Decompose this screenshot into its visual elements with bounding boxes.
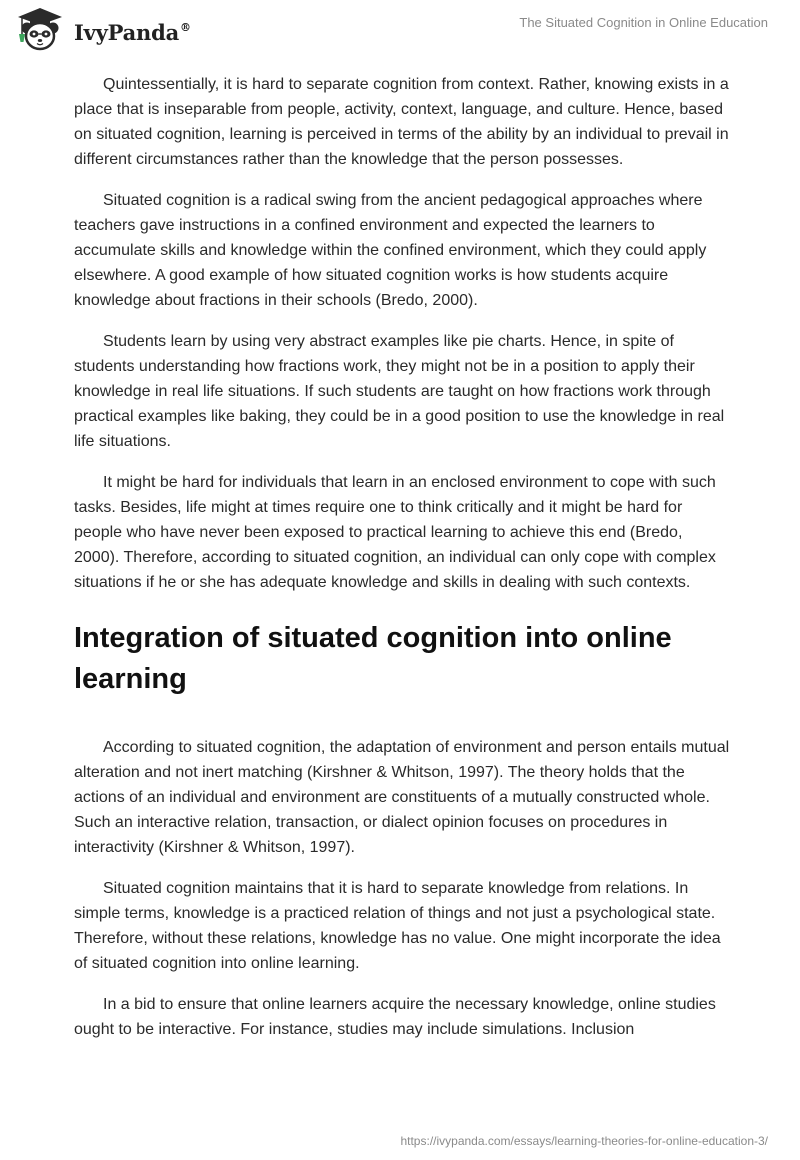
paragraph: According to situated cognition, the adaptation of environment and person entails mutual alteration and not inert matching (Kirshner & Whitson, 1997). The theory holds that the actions of an individual and environment are constituents of a mutually constructed whole. Such an interactive relation, transaction, or dialect opinion focuses on procedures in interactivity (Kirshner & Whitson, 1997).	[74, 739, 730, 856]
paragraph: Situated cognition maintains that it is hard to separate knowledge from relations. In simple terms, knowledge is a practiced relation of things and not just a psychological state. Therefore, without these relations, knowledge has no value. One might incorporate the idea of situated cognition into online learning.	[74, 880, 721, 972]
document-title: The Situated Cognition in Online Education	[519, 15, 768, 30]
source-url[interactable]: https://ivypanda.com/essays/learning-theories-for-online-education-3/	[400, 1134, 768, 1148]
registered-mark: ®	[180, 20, 191, 34]
paragraph: Students learn by using very abstract examples like pie charts. Hence, in spite of students understanding how fractions work, they might not be in a position to apply their knowledge in real life situations. If such students are taught on how fractions work through practical examples like baking, they could be in a good position to use the knowledge in real life situations.	[74, 333, 725, 450]
brand-name	[74, 20, 191, 45]
article-body	[74, 72, 730, 1058]
brand-name-text: IvyPanda	[74, 19, 180, 45]
paragraph: Quintessentially, it is hard to separate cognition from context. Rather, knowing exists in a place that is inseparable from people, activity, context, language, and culture. Hence, based on situated cognition, learning is perceived in terms of the ability by an individual to prevail in different circumstances rather than the knowledge that the person possesses.	[74, 76, 729, 168]
page-header	[0, 0, 800, 70]
site-logo[interactable]	[14, 6, 191, 52]
section-heading: Integration of situated cognition into online learning	[74, 622, 672, 695]
paragraph: Situated cognition is a radical swing from the ancient pedagogical approaches where teachers gave instructions in a confined environment and expected the learners to accumulate skills and knowledge within the confined environment, which they could apply elsewhere. A good example of how situated cognition works is how students acquire knowledge about fractions in their schools (Bredo, 2000).	[74, 192, 707, 309]
paragraph: In a bid to ensure that online learners acquire the necessary knowledge, online studies ought to be interactive. For instance, studies may include simulations. Inclusion	[74, 996, 716, 1038]
paragraph: It might be hard for individuals that learn in an enclosed environment to cope with such tasks. Besides, life might at times require one to think critically and it might be hard for people who have never been exposed to practical learning to achieve this end (Bredo, 2000). Therefore, according to situated cognition, an individual can only cope with complex situations if he or she has adequate knowledge and skills in dealing with such contexts.	[74, 474, 716, 591]
panda-graduate-icon	[14, 6, 66, 52]
